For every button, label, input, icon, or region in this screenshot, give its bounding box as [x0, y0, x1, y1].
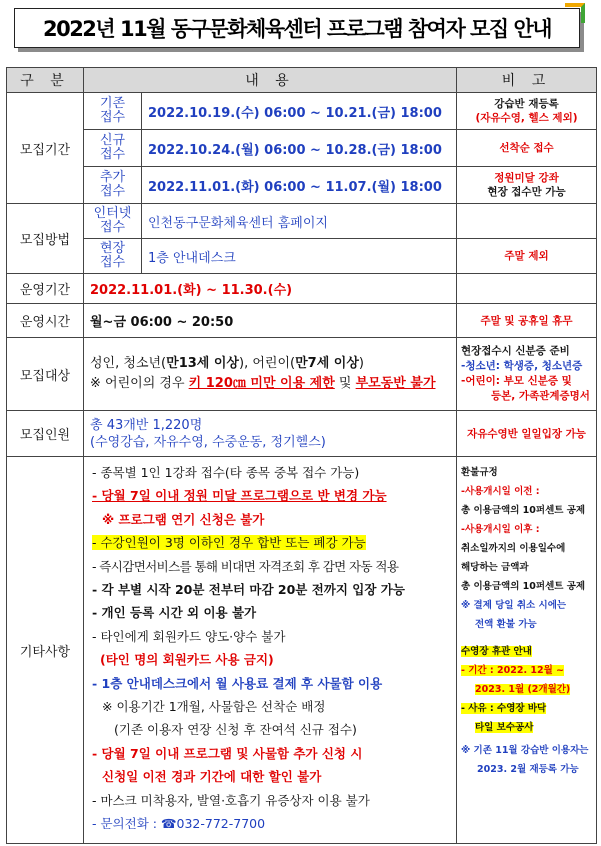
- category-etc: 기타사항: [7, 457, 84, 844]
- note-line: [461, 680, 592, 699]
- note-cell: [457, 167, 597, 204]
- table-row: [7, 457, 597, 844]
- header-note: 비 고: [457, 68, 597, 93]
- list-item: - 당월 7일 이내 프로그램 및 사물함 추가 신청 시: [92, 745, 363, 761]
- target-line-2: [90, 374, 456, 394]
- note-cell: [457, 457, 597, 844]
- table-row: [7, 304, 597, 338]
- note-line: [461, 699, 592, 718]
- sub-label-text: 신규 접수: [99, 133, 126, 162]
- title-box: [14, 8, 580, 48]
- note-cell: [457, 274, 597, 304]
- list-item: ※ 프로그램 연기 신청은 불가: [102, 511, 265, 527]
- table-row: [7, 130, 597, 167]
- list-item: (타인 명의 회원카드 사용 금지): [100, 652, 274, 668]
- text-span: 수영장 휴관 안내: [461, 646, 532, 657]
- text-span: - 당월 7일 이내 정원 미달 프로그램으로 반 변경 가능: [92, 488, 387, 504]
- note-line: 취소일까지의 이용일수에: [461, 543, 566, 554]
- list-item: [92, 484, 448, 507]
- text-span: 2023. 1월 (2개월간): [475, 684, 571, 695]
- text-span: 키 120㎝ 미만 이용 제한: [188, 376, 335, 391]
- category-recruit-method: 모집방법: [7, 204, 84, 274]
- text-span: ※ 어린이의 경우: [90, 376, 189, 391]
- table-row: [7, 239, 597, 274]
- table-row: [7, 93, 597, 130]
- operation-period-text: 2022.11.01.(화) ~ 11.30.(수): [84, 274, 457, 304]
- text-span: ), 어린이(: [239, 356, 296, 371]
- note-line: 해당하는 금액과: [461, 562, 529, 573]
- note-line: ※ 기존 11월 강습반 이용자는: [461, 745, 589, 756]
- list-item: - 1층 안내데스크에서 월 사용료 결제 후 사물함 이용: [92, 675, 383, 691]
- note-line: [461, 661, 592, 680]
- list-item: - 즉시감면서비스를 통해 비대면 자격조회 후 감면 자동 적용: [92, 558, 399, 574]
- list-item: - 문의전화 : ☎032-772-7700: [92, 816, 266, 832]
- note-line: 총 이용금액의 10퍼센트 공제: [461, 505, 586, 516]
- note-line: [461, 718, 592, 737]
- table-row: [7, 411, 597, 457]
- text-span: 및: [334, 376, 356, 391]
- note-line: 정원미달 강좌: [494, 172, 559, 184]
- note-cell: 주말 제외: [457, 239, 597, 274]
- period-text: 2022.10.24.(월) 06:00 ~ 10.28.(금) 18:00: [142, 130, 457, 167]
- note-line: (자유수영, 헬스 제외): [475, 112, 578, 124]
- note-line: [461, 642, 592, 661]
- category-target: 모집대상: [7, 338, 84, 411]
- sub-label: [84, 130, 142, 167]
- sub-label-text: 추가 접수: [99, 170, 126, 199]
- sub-label-text: 현장 접수: [99, 241, 126, 270]
- header-category: 구 분: [7, 68, 84, 93]
- note-line: 현장접수시 신분증 준비: [461, 345, 570, 357]
- note-line: 환불규정: [461, 467, 498, 478]
- note-line: 전액 환불 가능: [475, 619, 537, 630]
- category-capacity: 모집인원: [7, 411, 84, 457]
- list-item: ※ 이용기간 1개월, 사물함은 선착순 배정: [102, 699, 326, 715]
- text-span: - 사유 : 수영장 바닥: [461, 703, 547, 714]
- category-operation-time: 운영시간: [7, 304, 84, 338]
- note-line: -사용개시일 이후 :: [461, 524, 540, 535]
- note-line: 선착순 접수: [499, 142, 554, 154]
- etc-list: [84, 457, 457, 844]
- category-operation-period: 운영기간: [7, 274, 84, 304]
- list-item: - 각 부별 시작 20분 전부터 마감 20분 전까지 입장 가능: [92, 582, 405, 598]
- note-cell: 자유수영반 일일입장 가능: [457, 411, 597, 457]
- period-text: 2022.11.01.(화) 06:00 ~ 11.07.(월) 18:00: [142, 167, 457, 204]
- target-line-1: [90, 354, 456, 374]
- list-item: [92, 531, 448, 554]
- note-line: 등본, 가족관계증명서: [491, 390, 590, 402]
- note-cell: [457, 130, 597, 167]
- sub-label-text: 기존 접수: [99, 96, 126, 125]
- text-span: 성인, 청소년(: [90, 356, 167, 371]
- sub-label: [84, 93, 142, 130]
- table-row: [7, 167, 597, 204]
- page-title: 2022년 11월 동구문화체육센터 프로그램 참여자 모집 안내: [42, 17, 552, 41]
- sub-label: [84, 167, 142, 204]
- note-line: 강습반 재등록: [494, 98, 559, 110]
- capacity-text: [84, 411, 457, 457]
- info-table: [6, 67, 597, 844]
- text-span: - 기간 : 2022. 12월 ~: [461, 665, 565, 676]
- note-cell: [457, 93, 597, 130]
- table-header: [7, 68, 597, 93]
- sub-label: [84, 239, 142, 274]
- note-line: 현장 접수만 가능: [487, 186, 566, 198]
- note-cell: [457, 204, 597, 239]
- header-content: 내 용: [84, 68, 457, 93]
- list-item: - 마스크 미착용자, 발열·호흡기 유증상자 이용 불가: [92, 792, 370, 808]
- note-line: ※ 결제 당일 취소 시에는: [461, 600, 567, 611]
- list-item: 신청일 이전 경과 기간에 대한 할인 불가: [102, 769, 322, 785]
- note-line: 총 이용금액의 10퍼센트 공제: [461, 581, 586, 592]
- text-span: 부모동반 불가: [355, 376, 436, 391]
- note-cell: 주말 및 공휴일 휴무: [457, 304, 597, 338]
- category-recruit-period: 모집기간: [7, 93, 84, 204]
- list-item: - 개인 등록 시간 외 이용 불가: [92, 605, 257, 621]
- target-text: [84, 338, 457, 411]
- list-item: - 타인에게 회원카드 양도·양수 불가: [92, 628, 286, 644]
- method-text: 인천동구문화체육센터 홈페이지: [142, 204, 457, 239]
- sub-label: [84, 204, 142, 239]
- list-item: (기존 이용자 연장 신청 후 잔여석 신규 접수): [114, 722, 357, 738]
- note-line: -사용개시일 이전 :: [461, 486, 540, 497]
- table-row: [7, 274, 597, 304]
- title-corner-accent: [565, 3, 585, 23]
- period-text: 2022.10.19.(수) 06:00 ~ 10.21.(금) 18:00: [142, 93, 457, 130]
- note-line: -청소년: 학생증, 청소년증: [461, 360, 583, 372]
- table-row: [7, 204, 597, 239]
- capacity-line: 총 43개반 1,220명: [90, 417, 203, 433]
- text-span: - 수강인원이 3명 이하인 경우 합반 또는 폐강 가능: [92, 535, 366, 551]
- capacity-line: (수영강습, 자유수영, 수중운동, 정기헬스): [90, 434, 326, 450]
- note-line: 2023. 2월 재등록 가능: [477, 764, 579, 775]
- text-span: ): [358, 356, 364, 371]
- operation-time-text: 월~금 06:00 ~ 20:50: [84, 304, 457, 338]
- method-text: 1층 안내데스크: [142, 239, 457, 274]
- text-span: 만13세 이상: [166, 356, 239, 371]
- list-item: - 종목별 1인 1강좌 접수(타 종목 중복 접수 가능): [92, 465, 360, 480]
- text-span: 만7세 이상: [295, 356, 359, 371]
- note-cell: [457, 338, 597, 411]
- sub-label-text: 인터넷 접수: [93, 206, 132, 235]
- text-span: 타일 보수공사: [475, 722, 534, 733]
- note-line: -어린이: 부모 신분증 및: [461, 375, 572, 387]
- table-row: [7, 338, 597, 411]
